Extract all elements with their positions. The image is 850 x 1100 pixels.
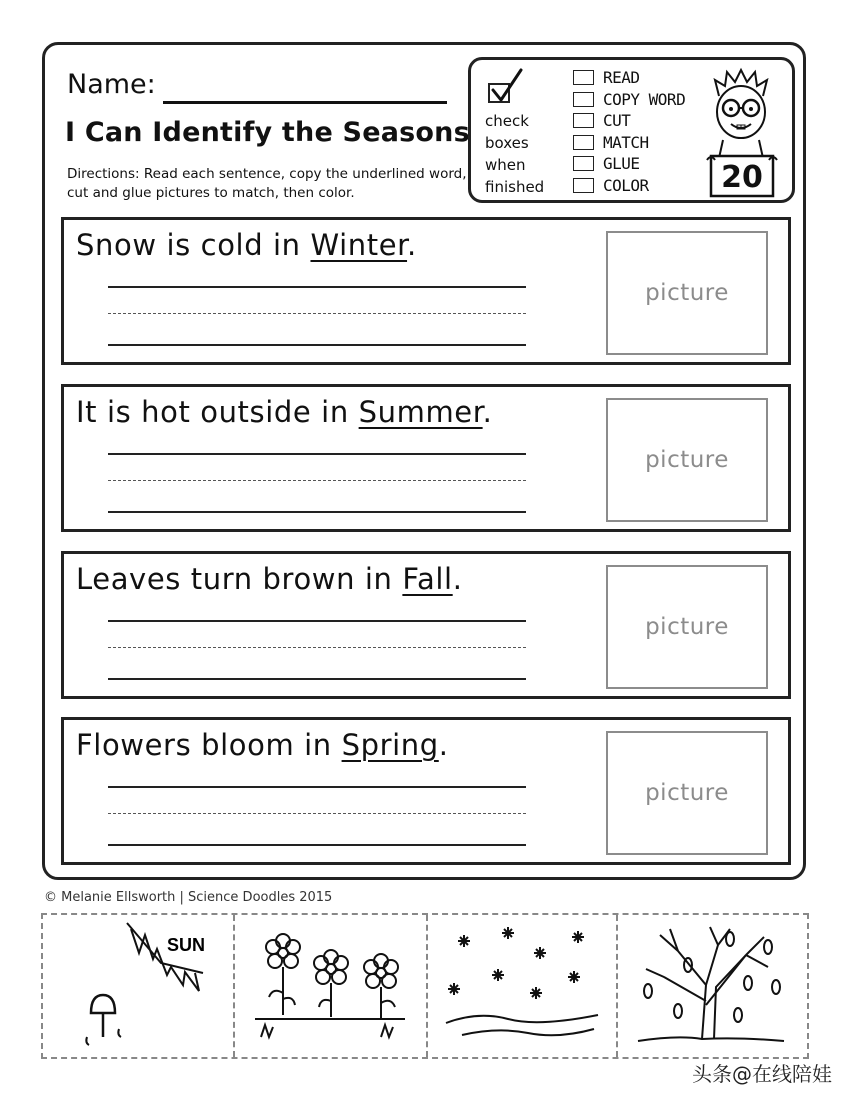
check-box-icon <box>487 68 527 108</box>
cut-out-picture-strip <box>41 913 809 1059</box>
checkbox-item-glue[interactable] <box>573 153 685 175</box>
writing-line-base[interactable] <box>108 344 526 346</box>
checkbox[interactable] <box>573 113 594 128</box>
worksheet-frame <box>42 42 806 880</box>
underlined-word: Spring <box>341 728 439 762</box>
check-word: finished <box>485 178 545 196</box>
page-title: I Can Identify the Seasons <box>65 117 470 148</box>
checkbox-label: MATCH <box>603 132 649 152</box>
checkbox[interactable] <box>573 135 594 150</box>
writing-line-top[interactable] <box>108 286 526 288</box>
checkbox-item-color[interactable] <box>573 175 685 197</box>
worksheet-number: 20 <box>721 160 763 195</box>
sentence-row-summer <box>61 384 791 532</box>
picture-glue-box[interactable]: picture <box>606 398 768 522</box>
checkbox-label: CUT <box>603 111 631 131</box>
writing-line-base[interactable] <box>108 511 526 513</box>
checkbox-list <box>573 67 685 196</box>
picture-glue-box[interactable]: picture <box>606 565 768 689</box>
checkbox[interactable] <box>573 178 594 193</box>
checkbox-label: COPY WORD <box>603 89 686 109</box>
checkbox-item-read[interactable] <box>573 67 685 89</box>
checkbox[interactable] <box>573 92 594 107</box>
sentence: Leaves turn brown in Fall. <box>76 562 463 596</box>
checkbox-item-match[interactable] <box>573 132 685 154</box>
sentence-row-fall <box>61 551 791 699</box>
flowers-icon[interactable] <box>235 915 425 1056</box>
check-word: when <box>485 156 526 174</box>
copyright-text: © Melanie Ellsworth | Science Doodles 2015 <box>44 890 333 905</box>
checkbox-item-cut[interactable] <box>573 110 685 132</box>
sun-banner-popsicle-icon[interactable] <box>43 915 233 1056</box>
name-write-line[interactable] <box>163 101 447 104</box>
picture-glue-box[interactable]: picture <box>606 731 768 855</box>
sentence-row-winter <box>61 217 791 365</box>
checkbox-label: COLOR <box>603 175 649 195</box>
picture-glue-box[interactable]: picture <box>606 231 768 355</box>
checkbox-label: GLUE <box>603 154 640 174</box>
finish-checklist <box>468 57 795 203</box>
writing-line-mid <box>108 313 526 314</box>
name-label: Name: <box>67 69 156 100</box>
underlined-word: Summer <box>358 395 483 429</box>
sentence-row-spring <box>61 717 791 865</box>
writing-line-top[interactable] <box>108 453 526 455</box>
writing-line-mid <box>108 813 526 814</box>
sun-label: SUN <box>167 935 206 955</box>
checkbox[interactable] <box>573 156 594 171</box>
sentence: It is hot outside in Summer. <box>76 395 493 429</box>
writing-line-top[interactable] <box>108 620 526 622</box>
bare-tree-leaves-icon[interactable] <box>618 915 806 1056</box>
check-instructions <box>485 110 544 198</box>
underlined-word: Winter <box>310 228 408 262</box>
writing-line-base[interactable] <box>108 844 526 846</box>
underlined-word: Fall <box>402 562 453 596</box>
checkbox-item-copy-word[interactable] <box>573 89 685 111</box>
check-word: boxes <box>485 134 529 152</box>
sentence: Flowers bloom in Spring. <box>76 728 449 762</box>
sentence: Snow is cold in Winter. <box>76 228 417 262</box>
directions-text: Directions: Read each sentence, copy the underlined word, cut and glue pictures to match, then color. <box>67 166 467 201</box>
watermark-text: 头条@在线陪娃 <box>692 1062 832 1086</box>
writing-line-base[interactable] <box>108 678 526 680</box>
writing-line-top[interactable] <box>108 786 526 788</box>
check-word: check <box>485 112 529 130</box>
checkbox[interactable] <box>573 70 594 85</box>
snowflakes-icon[interactable] <box>428 915 616 1056</box>
writing-line-mid <box>108 647 526 648</box>
checkbox-label: READ <box>603 68 640 88</box>
writing-line-mid <box>108 480 526 481</box>
